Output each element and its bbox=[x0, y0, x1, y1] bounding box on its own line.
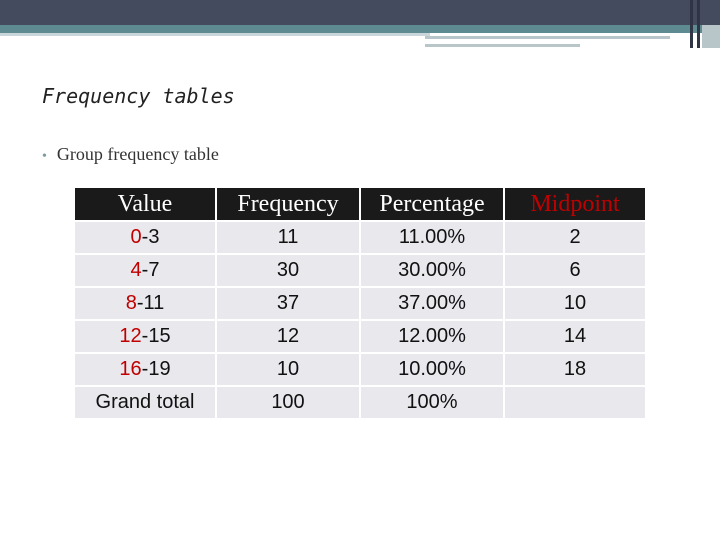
percentage-cell: 12.00% bbox=[361, 321, 503, 352]
value-cell: 16-19 bbox=[75, 354, 215, 385]
range-high: 19 bbox=[148, 358, 171, 380]
banner-line bbox=[425, 36, 670, 39]
percentage-cell: 10.00% bbox=[361, 354, 503, 385]
bullet-text: Group frequency table bbox=[56, 144, 219, 164]
range-high: 3 bbox=[148, 226, 160, 248]
header-frequency: Frequency bbox=[217, 188, 359, 220]
header-value: Value bbox=[75, 188, 215, 220]
total-percentage-cell: 100% bbox=[361, 387, 503, 418]
bullet-icon: • bbox=[42, 149, 47, 164]
range-high: 15 bbox=[148, 325, 171, 347]
range-low: 4 bbox=[130, 259, 142, 281]
value-cell: 4-7 bbox=[75, 255, 215, 286]
table-total-row bbox=[75, 387, 645, 418]
total-frequency-cell: 100 bbox=[217, 387, 359, 418]
range-low: 8 bbox=[125, 292, 137, 314]
midpoint-cell: 14 bbox=[505, 321, 645, 352]
frequency-cell: 10 bbox=[217, 354, 359, 385]
total-midpoint-cell bbox=[505, 387, 645, 418]
value-cell: 0-3 bbox=[75, 222, 215, 253]
frequency-cell: 12 bbox=[217, 321, 359, 352]
value-cell: 8-11 bbox=[75, 288, 215, 319]
value-cell: 12-15 bbox=[75, 321, 215, 352]
table-row bbox=[75, 321, 645, 352]
range-high: 7 bbox=[148, 259, 160, 281]
table-row bbox=[75, 354, 645, 385]
range-low: 16 bbox=[119, 358, 142, 380]
percentage-cell: 30.00% bbox=[361, 255, 503, 286]
midpoint-cell: 10 bbox=[505, 288, 645, 319]
frequency-cell: 37 bbox=[217, 288, 359, 319]
bullet-item bbox=[42, 144, 219, 165]
frequency-cell: 11 bbox=[217, 222, 359, 253]
table-row bbox=[75, 222, 645, 253]
range-low: 0 bbox=[130, 226, 142, 248]
frequency-cell: 30 bbox=[217, 255, 359, 286]
banner-light-band bbox=[0, 33, 430, 36]
banner-teal-band bbox=[0, 25, 720, 33]
midpoint-cell: 6 bbox=[505, 255, 645, 286]
header-midpoint: Midpoint bbox=[505, 188, 645, 220]
banner-line bbox=[425, 44, 580, 47]
slide-title: Frequency tables bbox=[42, 84, 235, 108]
range-low: 12 bbox=[119, 325, 142, 347]
banner-stripe bbox=[690, 0, 693, 48]
table-header-row bbox=[75, 188, 645, 220]
total-label-cell: Grand total bbox=[75, 387, 215, 418]
table-row bbox=[75, 288, 645, 319]
banner-stripe bbox=[697, 0, 700, 48]
banner-dark-band bbox=[0, 0, 720, 25]
header-percentage: Percentage bbox=[361, 188, 503, 220]
midpoint-cell: 2 bbox=[505, 222, 645, 253]
banner-stripe bbox=[702, 25, 720, 48]
frequency-table bbox=[73, 186, 647, 420]
percentage-cell: 37.00% bbox=[361, 288, 503, 319]
percentage-cell: 11.00% bbox=[361, 222, 503, 253]
top-banner bbox=[0, 0, 720, 50]
table-row bbox=[75, 255, 645, 286]
range-high: 11 bbox=[143, 292, 165, 314]
midpoint-cell: 18 bbox=[505, 354, 645, 385]
